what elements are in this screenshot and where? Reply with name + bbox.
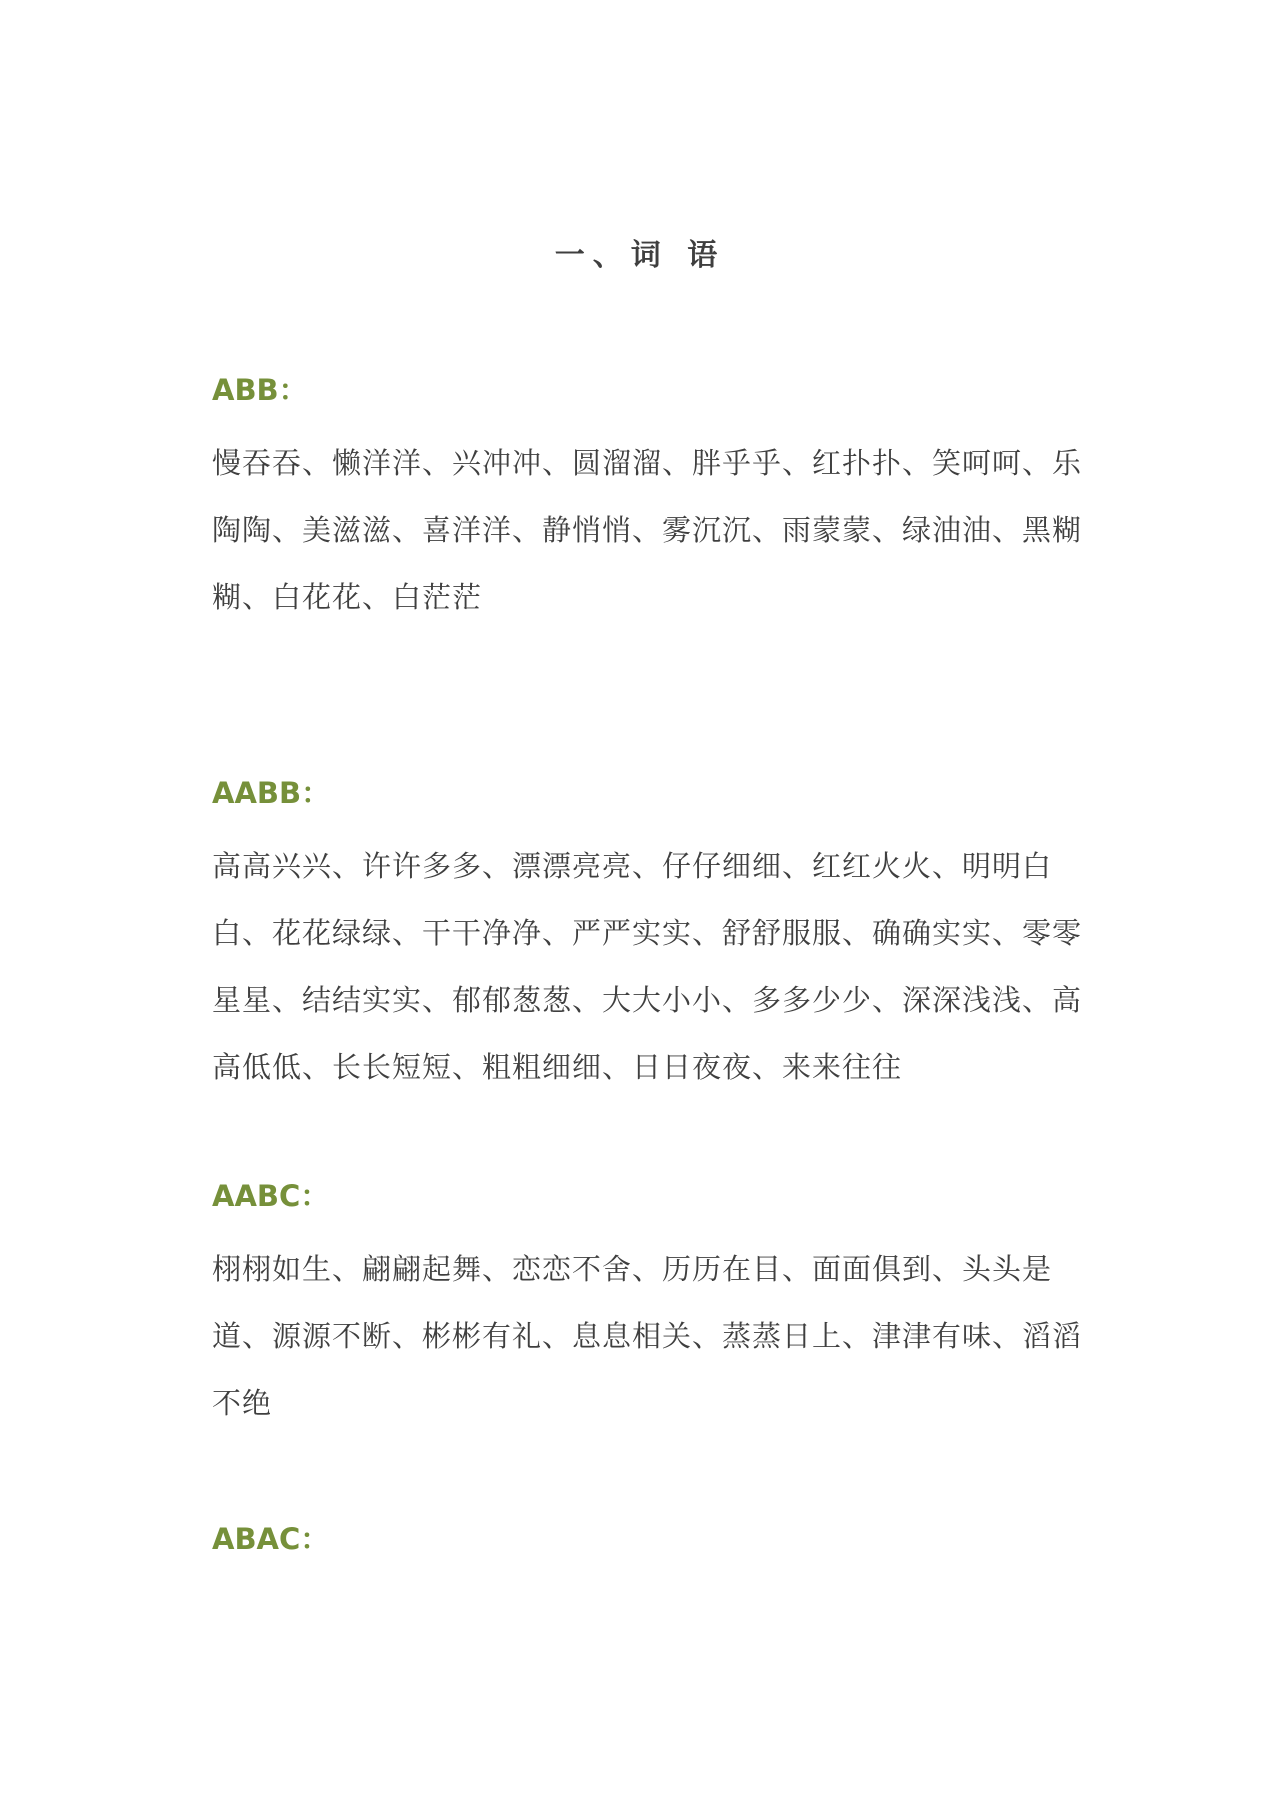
section-body-abb: 慢吞吞、懒洋洋、兴冲冲、圆溜溜、胖乎乎、红扑扑、笑呵呵、乐陶陶、美滋滋、喜洋洋、静悄悄、雾沉沉、雨蒙蒙、绿油油、黑糊糊、白花花、白茫茫 [212, 446, 1083, 614]
section-heading-aabb: AABB： [212, 776, 331, 810]
section-aabc [212, 1176, 1082, 1437]
page-title: 一、词 语 [554, 238, 726, 273]
section-heading-aabc: AABC： [212, 1179, 330, 1213]
section-aabb [212, 773, 1082, 1101]
section-abb [212, 370, 1082, 631]
section-heading-abb: ABB： [212, 373, 308, 407]
section-body-aabc: 栩栩如生、翩翩起舞、恋恋不舍、历历在目、面面俱到、头头是道、源源不断、彬彬有礼、息息相关、蒸蒸日上、津津有味、滔滔不绝 [212, 1252, 1083, 1420]
section-body-aabb: 高高兴兴、许许多多、漂漂亮亮、仔仔细细、红红火火、明明白白、花花绿绿、干干净净、严严实实、舒舒服服、确确实实、零零星星、结结实实、郁郁葱葱、大大小小、多多少少、深深浅浅、高高低低、长长短短、粗粗细细、日日夜夜、来来往往 [212, 849, 1083, 1084]
section-heading-abac: ABAC： [212, 1522, 330, 1556]
section-abac [212, 1519, 1082, 1579]
